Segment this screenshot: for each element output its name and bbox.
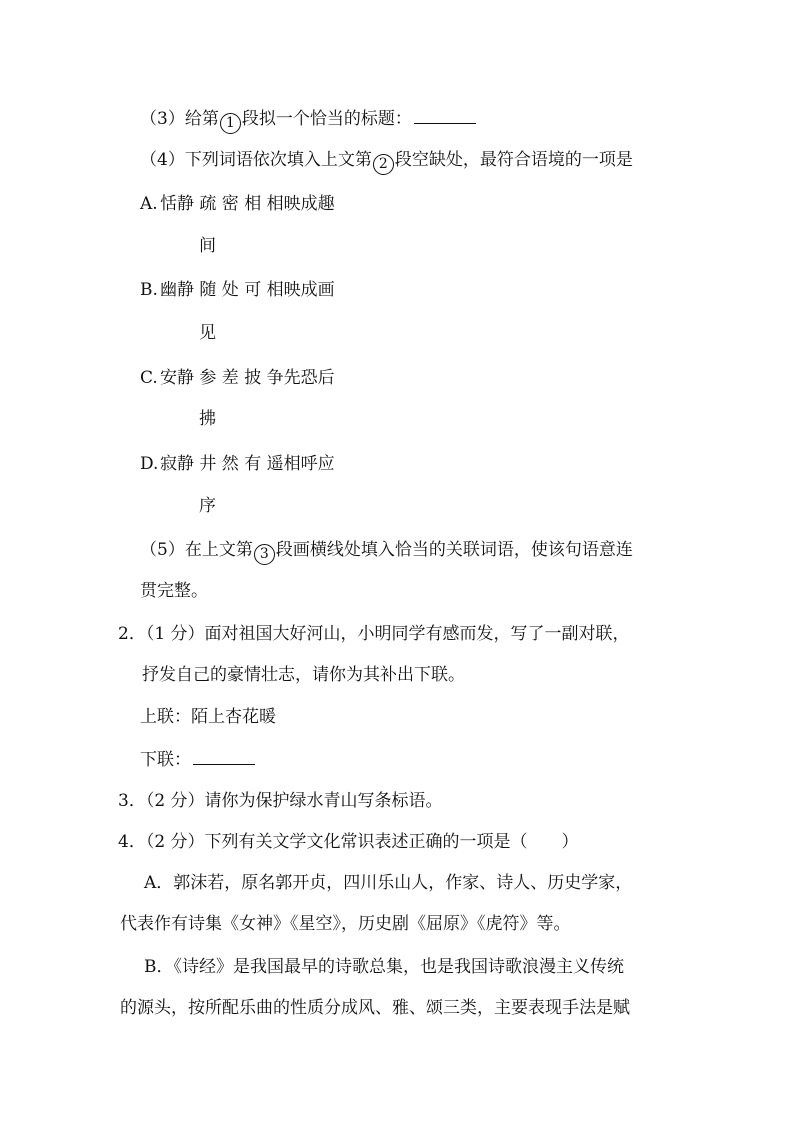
option-c-extra: 拂 (199, 409, 216, 429)
option-d[interactable] (140, 453, 335, 475)
couplet-answer-blank[interactable] (193, 748, 255, 765)
option-words: 恬静 疏 密 相 相映成趣 (160, 194, 335, 214)
option-a-extra: 间 (199, 236, 216, 256)
part-4-prefix: （4）下列词语依次填入上文第 (140, 150, 372, 170)
part-5-text: 段画横线处填入恰当的关联词语，使该句语意连 (275, 540, 633, 560)
option-words: 寂静 井 然 有 遥相呼应 (160, 454, 335, 474)
couplet-upper: 上联：陌上杏花暖 (140, 707, 276, 727)
option-a[interactable] (140, 193, 335, 215)
couplet-lower-label: 下联： (140, 750, 191, 770)
circled-number-3: 3 (254, 544, 275, 565)
part-5-prefix: （5）在上文第 (140, 540, 253, 560)
q4-option-b-line-2: 的源头，按所配乐曲的性质分成风、雅、颂三类，主要表现手法是赋 (120, 998, 630, 1018)
option-b[interactable] (140, 279, 335, 301)
part-3-text: 段拟一个恰当的标题： (241, 109, 412, 129)
part-3-prefix: （3）给第 (140, 109, 219, 129)
q4-option-a-line-1[interactable]: A．郭沫若，原名郭开贞，四川乐山人，作家、诗人、历史学家， (144, 873, 633, 893)
question-4: 4．（2 分）下列有关文学文化常识表述正确的一项是（ ） (118, 832, 579, 852)
option-c[interactable] (140, 367, 335, 389)
question-2-line-2: 抒发自己的豪情壮志，请你为其补出下联。 (142, 665, 465, 685)
question-1-part-5 (140, 539, 633, 565)
question-2-line-1: 2．（1 分）面对祖国大好河山，小明同学有感而发，写了一副对联， (118, 624, 630, 644)
option-words: 幽静 随 处 可 相映成画 (160, 280, 335, 300)
option-letter: D. (140, 454, 159, 474)
option-d-extra: 序 (199, 496, 216, 516)
q4-option-b-line-1[interactable]: B．《诗经》是我国最早的诗歌总集，也是我国诗歌浪漫主义传统 (144, 957, 624, 977)
option-b-extra: 见 (199, 323, 216, 343)
option-letter: A. (140, 194, 158, 214)
circled-number-1: 1 (220, 113, 241, 134)
option-letter: C. (140, 368, 158, 388)
question-1-part-3 (140, 107, 476, 134)
circled-number-2: 2 (373, 154, 394, 175)
option-letter: B. (140, 280, 158, 300)
question-1-part-4 (140, 149, 633, 175)
question-3: 3．（2 分）请你为保护绿水青山写条标语。 (118, 791, 443, 811)
question-1-part-5-cont: 贯完整。 (140, 581, 208, 601)
option-words: 安静 参 差 披 争先恐后 (160, 368, 335, 388)
couplet-lower (140, 748, 255, 771)
part-4-text: 段空缺处，最符合语境的一项是 (394, 150, 633, 170)
q4-option-a-line-2: 代表作有诗集《女神》《星空》，历史剧《屈原》《虎符》等。 (120, 914, 571, 934)
answer-blank[interactable] (414, 107, 476, 124)
